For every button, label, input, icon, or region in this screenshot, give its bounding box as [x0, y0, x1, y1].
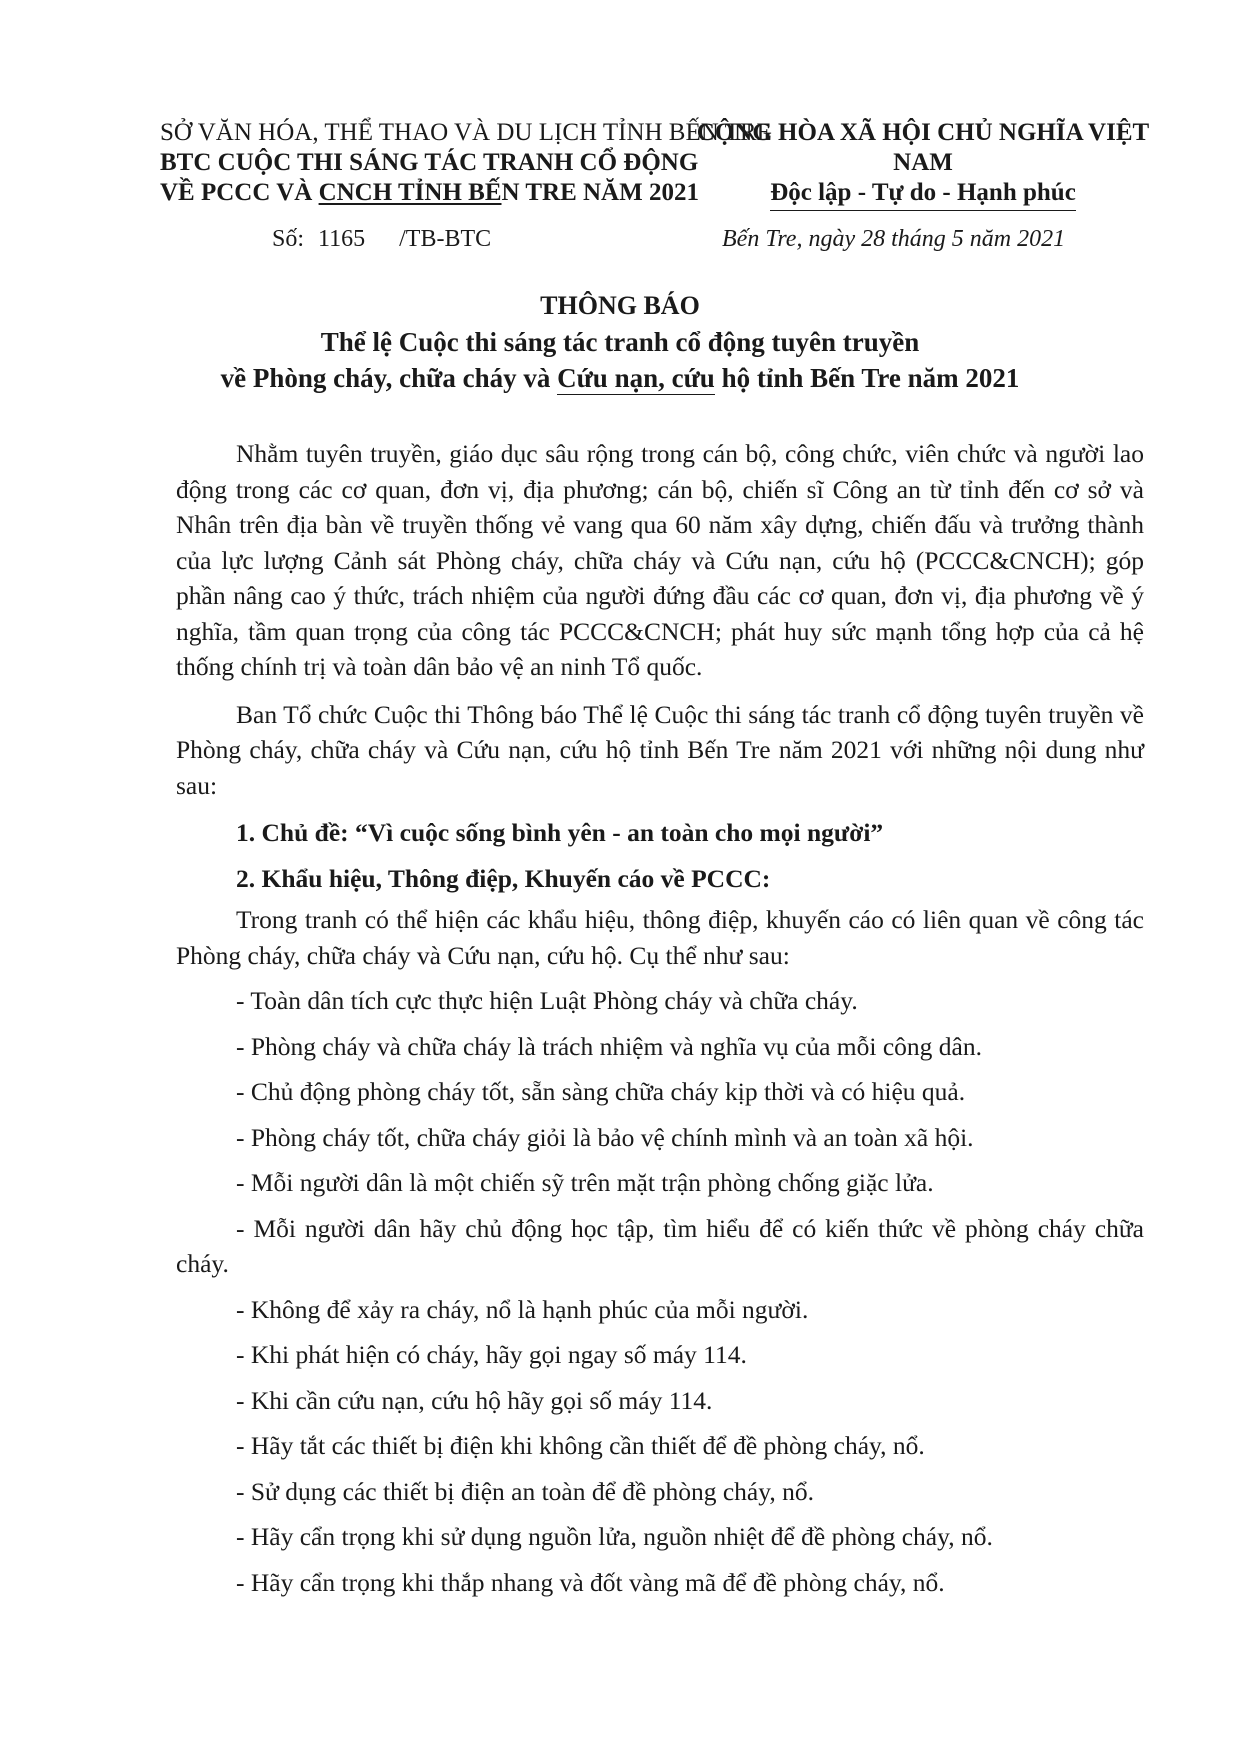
doc-number-label: Số:	[272, 226, 305, 252]
national-title: CỘNG HÒA XÃ HỘI CHỦ NGHĨA VIỆT NAM	[696, 119, 1150, 176]
doc-number-value: 1165	[318, 226, 366, 252]
body-paragraph-1: Nhằm tuyên truyền, giáo dục sâu rộng trong cán bộ, công chức, viên chức và người lao động trong các cơ quan, đơn vị, địa phương; cán bộ, chiến sĩ Công an từ tỉnh đến cơ sở và Nhân trên địa bàn về truyền thống vẻ vang qua 60 năm xây dựng, chiến đấu và trưởng thành của lực lượng Cảnh sát Phòng cháy, chữa cháy và Cứu nạn, cứu hộ (PCCC&CNCH); góp phần nâng cao ý thức, trách nhiệm của người đứng đầu các cơ quan, đơn vị, địa phương về ý nghĩa, tầm quan trọng của công tác PCCC&CNCH; phát huy sức mạnh tổng hợp của cả hệ thống chính trị và toàn dân bảo vệ an ninh Tổ quốc.	[176, 439, 1144, 681]
agency-line-1: SỞ VĂN HÓA, THỂ THAO VÀ DU LỊCH TỈNH BẾN TRE	[160, 119, 772, 146]
slogan-item: - Toàn dân tích cực thực hiện Luật Phòng cháy và chữa cháy.	[236, 986, 858, 1015]
document-date: Bến Tre, ngày 28 tháng 5 năm 2021	[722, 226, 1066, 252]
slogan-item: - Sử dụng các thiết bị điện an toàn để đề phòng cháy, nổ.	[236, 1476, 814, 1506]
document-title	[160, 288, 1080, 396]
slogan-item: - Chủ động phòng cháy tốt, sẵn sàng chữa cháy kịp thời và có hiệu quả.	[236, 1077, 966, 1106]
national-header	[688, 118, 1158, 211]
title-line-3	[160, 360, 1080, 396]
issuing-agency-header	[160, 118, 772, 208]
slogan-item: - Hãy cẩn trọng khi thắp nhang và đốt vàng mã để đề phòng cháy, nổ.	[236, 1567, 945, 1597]
title-line-1: THÔNG BÁO	[540, 291, 700, 320]
section-heading-2: 2. Khẩu hiệu, Thông điệp, Khuyến cáo về PCCC:	[236, 863, 771, 893]
slogan-item: - Phòng cháy và chữa cháy là trách nhiệm và nghĩa vụ của mỗi công dân.	[236, 1031, 982, 1061]
document-number	[272, 226, 491, 253]
section-2-intro: Trong tranh có thể hiện các khẩu hiệu, thông điệp, khuyến cáo có liên quan về công tác Phòng cháy, chữa cháy và Cứu nạn, cứu hộ. Cụ thể như sau:	[176, 905, 1144, 970]
title-line-3-a: về Phòng cháy, chữa cháy và	[220, 363, 558, 393]
section-heading-1: 1. Chủ đề: “Vì cuộc sống bình yên - an toàn cho mọi người”	[236, 818, 884, 847]
slogan-item: - Mỗi người dân hãy chủ động học tập, tìm hiểu để có kiến thức về phòng cháy chữa cháy.	[176, 1213, 1144, 1278]
slogan-item: - Khi cần cứu nạn, cứu hộ hãy gọi số máy 114.	[236, 1385, 713, 1415]
agency-line-3	[160, 178, 699, 208]
slogan-item: - Hãy tắt các thiết bị điện khi không cần thiết để đề phòng cháy, nổ.	[236, 1431, 925, 1460]
document-body	[176, 436, 1144, 1600]
slogan-item: - Không để xảy ra cháy, nổ là hạnh phúc của mỗi người.	[236, 1294, 809, 1324]
agency-line-3-suffix: N TRE NĂM 2021	[501, 179, 699, 206]
agency-line-3-prefix: VỀ PCCC VÀ	[160, 179, 319, 206]
title-line-3-underlined: Cứu nạn, cứu	[557, 363, 715, 393]
slogan-item: - Khi phát hiện có cháy, hãy gọi ngay số máy 114.	[236, 1340, 747, 1369]
slogan-item: - Phòng cháy tốt, chữa cháy giỏi là bảo vệ chính mình và an toàn xã hội.	[236, 1122, 974, 1152]
slogan-item: - Mỗi người dân là một chiến sỹ trên mặt trận phòng chống giặc lửa.	[236, 1168, 934, 1197]
title-line-3-b: hộ tỉnh Bến Tre năm 2021	[714, 363, 1020, 393]
body-paragraph-2: Ban Tổ chức Cuộc thi Thông báo Thể lệ Cuộc thi sáng tác tranh cổ động tuyên truyền về Phòng cháy, chữa cháy và Cứu nạn, cứu hộ tỉnh Bến Tre năm 2021 với những nội dung như sau:	[176, 699, 1144, 800]
agency-line-3-underlined: CNCH TỈNH BẾ	[318, 179, 502, 206]
slogan-item: - Hãy cẩn trọng khi sử dụng nguồn lửa, nguồn nhiệt để đề phòng cháy, nổ.	[236, 1522, 993, 1551]
doc-number-suffix: /TB-BTC	[399, 226, 492, 252]
national-motto: Độc lập - Tự do - Hạnh phúc	[770, 178, 1076, 211]
agency-line-2: BTC CUỘC THI SÁNG TÁC TRANH CỔ ĐỘNG	[160, 149, 699, 176]
title-line-2: Thể lệ Cuộc thi sáng tác tranh cổ động tuyên truyền	[320, 327, 920, 357]
